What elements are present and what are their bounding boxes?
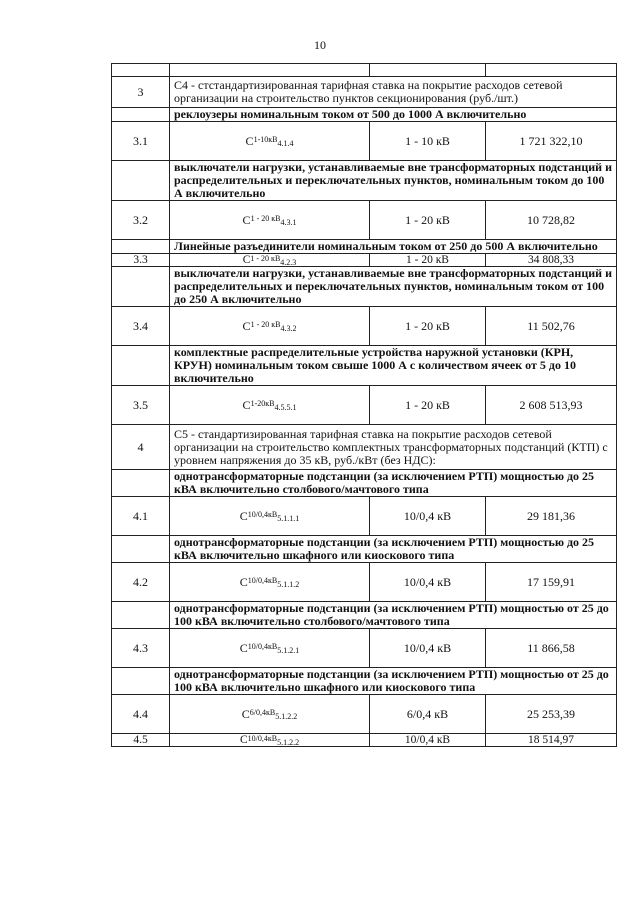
rate-symbol: $С^{6/0,4кВ}_{5.1.2.2}$ bbox=[170, 695, 370, 734]
voltage-cell: 1 - 20 кВ bbox=[370, 386, 486, 425]
item-description: выключатели нагрузки, устанавливаемые вне трансформаторных подстанций и распределительных и переключательных пунктов, номинальным током от 100 до 250 А включительно bbox=[170, 267, 617, 307]
subheader-row-3-2 bbox=[112, 161, 617, 201]
section-description: С4 - стстандартизированная тарифная ставка на покрытие расходов сетевой организации на строительство пунктов секционирования (руб./шт.) bbox=[170, 77, 617, 108]
item-description: однотрансформаторные подстанции (за исключением РТП) мощностью до 25 кВА включительно шкафного или киоскового типа bbox=[170, 536, 617, 563]
voltage-cell: 10/0,4 кВ bbox=[370, 734, 486, 747]
value-cell: 17 159,91 bbox=[486, 563, 617, 602]
subheader-row-3-1 bbox=[112, 108, 617, 122]
subheader-row-4-2 bbox=[112, 536, 617, 563]
value-cell: 25 253,39 bbox=[486, 695, 617, 734]
item-description: однотрансформаторные подстанции (за исключением РТП) мощностью от 25 до 100 кВА включительно столбового/мачтового типа bbox=[170, 602, 617, 629]
value-cell: 18 514,97 bbox=[486, 734, 617, 747]
value-cell: 34 808,33 bbox=[486, 254, 617, 267]
tariff-table bbox=[111, 63, 617, 747]
subheader-row-3-4 bbox=[112, 267, 617, 307]
rate-symbol: $С^{10/0,4кВ}_{5.1.2.1}$ bbox=[170, 629, 370, 668]
value-cell: 10 728,82 bbox=[486, 201, 617, 240]
data-row-4-4 bbox=[112, 695, 617, 734]
voltage-cell: 1 - 10 кВ bbox=[370, 122, 486, 161]
value-cell: 2 608 513,93 bbox=[486, 386, 617, 425]
subheader-row-4-4 bbox=[112, 668, 617, 695]
data-row-3-3 bbox=[112, 254, 617, 267]
data-row-3-4 bbox=[112, 307, 617, 346]
data-row-4-5 bbox=[112, 734, 617, 747]
rate-symbol: $С^{1 - 20 кВ}_{4.3.1}$ bbox=[170, 201, 370, 240]
data-row-3-1 bbox=[112, 122, 617, 161]
row-number: 4.2 bbox=[112, 563, 170, 602]
item-description: однотрансформаторные подстанции (за исключением РТП) мощностью до 25 кВА включительно столбового/мачтового типа bbox=[170, 470, 617, 497]
row-number: 3.2 bbox=[112, 201, 170, 240]
voltage-cell: 1 - 20 кВ bbox=[370, 307, 486, 346]
section-description: С5 - стандартизированная тарифная ставка на покрытие расходов сетевой организации на строительство комплектных трансформаторных подстанций (КТП) с уровнем напряжения до 35 кВ, руб./кВт (без НДС): bbox=[170, 425, 617, 470]
row-number: 4.1 bbox=[112, 497, 170, 536]
data-row-4-2 bbox=[112, 563, 617, 602]
item-description: комплектные распределительные устройства наружной установки (КРН, КРУН) номинальным током свыше 1000 А с количеством ячеек от 5 до 10 включительно bbox=[170, 346, 617, 386]
voltage-cell: 10/0,4 кВ bbox=[370, 629, 486, 668]
section-row-4 bbox=[112, 425, 617, 470]
table-top-row bbox=[112, 64, 617, 77]
voltage-cell: 10/0,4 кВ bbox=[370, 563, 486, 602]
item-description: реклоузеры номинальным током от 500 до 1000 А включительно bbox=[170, 108, 617, 122]
row-number: 4.4 bbox=[112, 695, 170, 734]
row-number: 3.3 bbox=[112, 254, 170, 267]
rate-symbol: $С^{10/0,4кВ}_{5.1.1.1}$ bbox=[170, 497, 370, 536]
rate-symbol: $С^{10/0,4кВ}_{5.1.2.2}$ bbox=[170, 734, 370, 747]
item-description: однотрансформаторные подстанции (за исключением РТП) мощностью от 25 до 100 кВА включительно шкафного или киоскового типа bbox=[170, 668, 617, 695]
rate-symbol: $С^{1 - 20 кВ}_{4.2.3}$ bbox=[170, 254, 370, 267]
value-cell: 11 866,58 bbox=[486, 629, 617, 668]
row-number: 3.1 bbox=[112, 122, 170, 161]
voltage-cell: 10/0,4 кВ bbox=[370, 497, 486, 536]
value-cell: 1 721 322,10 bbox=[486, 122, 617, 161]
data-row-3-2 bbox=[112, 201, 617, 240]
row-number: 4.5 bbox=[112, 734, 170, 747]
subheader-row-4-3 bbox=[112, 602, 617, 629]
row-number: 3.5 bbox=[112, 386, 170, 425]
row-number: 4 bbox=[112, 425, 170, 470]
row-number: 3 bbox=[112, 77, 170, 108]
value-cell: 11 502,76 bbox=[486, 307, 617, 346]
rate-symbol: $С^{1 - 20 кВ}_{4.3.2}$ bbox=[170, 307, 370, 346]
rate-symbol: $С^{1-20кВ}_{4.5.5.1}$ bbox=[170, 386, 370, 425]
row-number: 4.3 bbox=[112, 629, 170, 668]
rate-symbol: $С^{10/0,4кВ}_{5.1.1.2}$ bbox=[170, 563, 370, 602]
subheader-row-3-3 bbox=[112, 240, 617, 254]
item-description: Линейные разъединители номинальным током от 250 до 500 А включительно bbox=[170, 240, 617, 254]
page-number: 10 bbox=[314, 38, 326, 52]
section-row-3 bbox=[112, 77, 617, 108]
data-row-4-1 bbox=[112, 497, 617, 536]
data-row-4-3 bbox=[112, 629, 617, 668]
voltage-cell: 1 - 20 кВ bbox=[370, 254, 486, 267]
subheader-row-4-1 bbox=[112, 470, 617, 497]
voltage-cell: 6/0,4 кВ bbox=[370, 695, 486, 734]
item-description: выключатели нагрузки, устанавливаемые вне трансформаторных подстанций и распределительных и переключательных пунктов, номинальным током до 100 А включительно bbox=[170, 161, 617, 201]
data-row-3-5 bbox=[112, 386, 617, 425]
subheader-row-3-5 bbox=[112, 346, 617, 386]
row-number: 3.4 bbox=[112, 307, 170, 346]
voltage-cell: 1 - 20 кВ bbox=[370, 201, 486, 240]
rate-symbol: $С^{1-10кВ}_{4.1.4}$ bbox=[170, 122, 370, 161]
value-cell: 29 181,36 bbox=[486, 497, 617, 536]
